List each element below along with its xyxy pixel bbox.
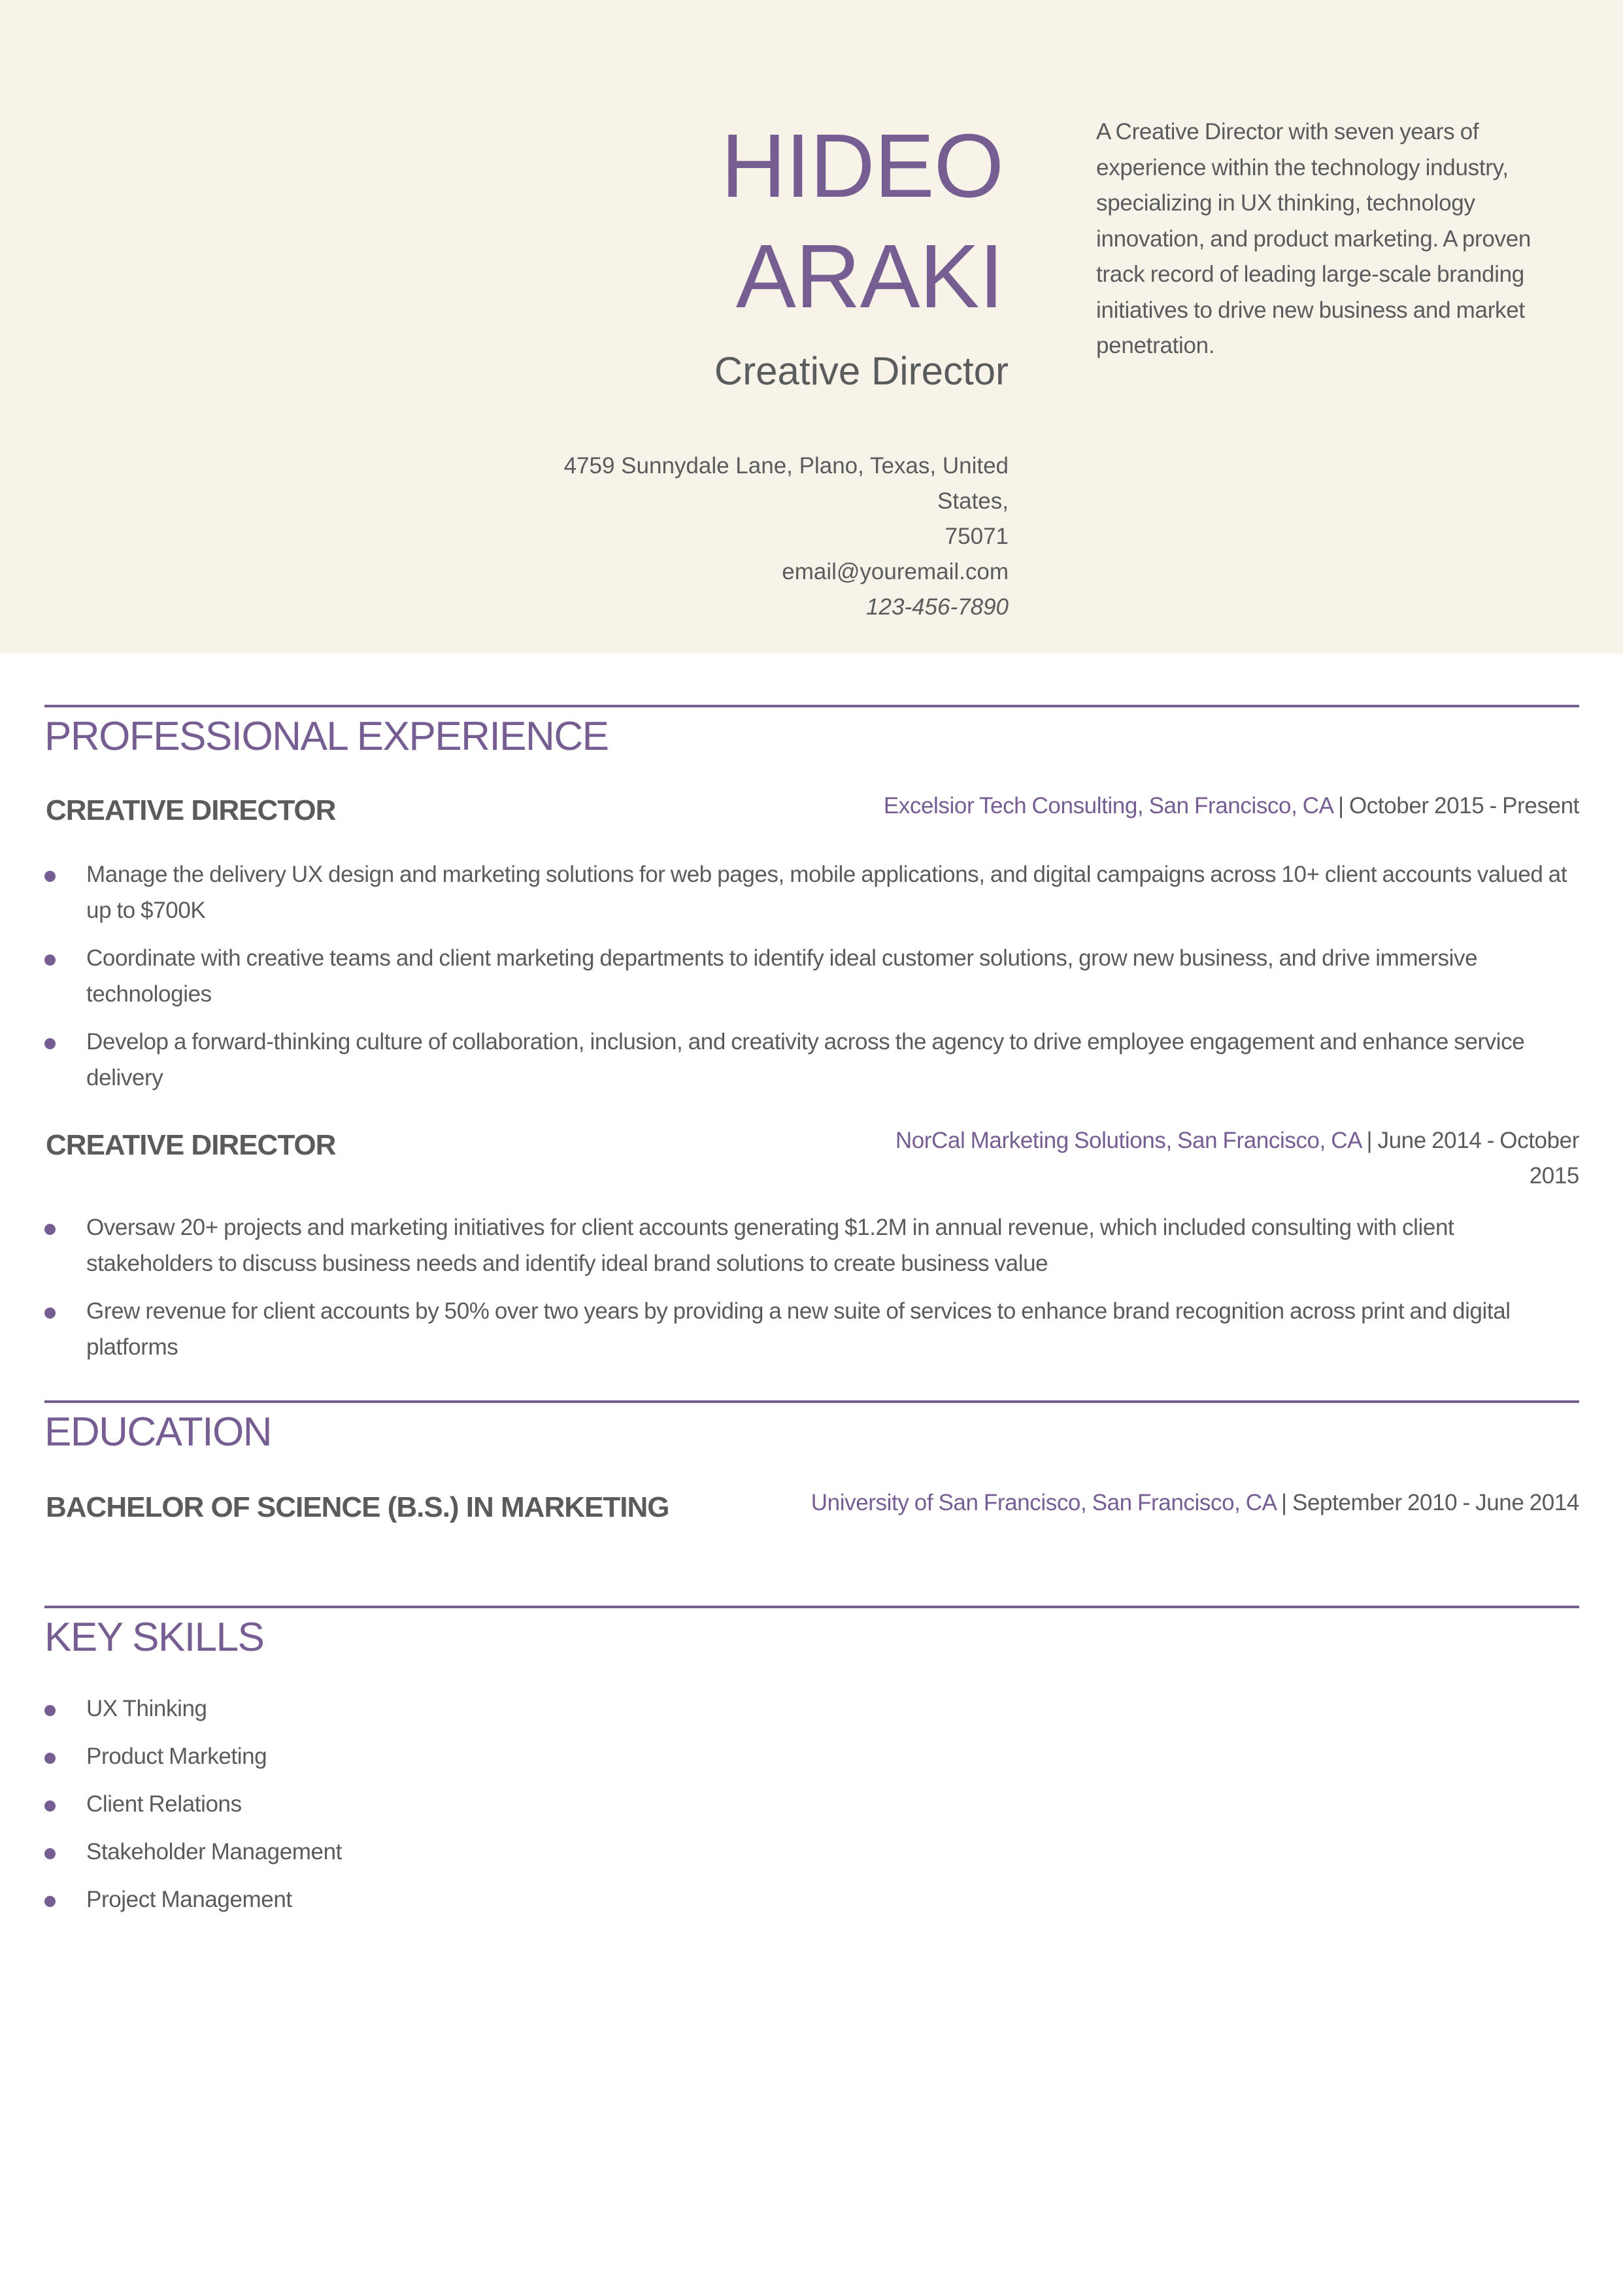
skill-item: [44, 1691, 1567, 1727]
bullet-dot-icon: [44, 954, 56, 966]
contact-info: [551, 448, 1009, 625]
job-dates: October 2015 - Present: [1348, 793, 1579, 819]
job-organization: NorCal Marketing Solutions, San Francisco, CA: [895, 1128, 1362, 1153]
education-meta: [808, 1485, 1579, 1521]
job-role: CREATIVE DIRECTOR: [46, 1129, 336, 1161]
job-title: Creative Director: [714, 349, 1009, 393]
job-bullets: [44, 856, 1567, 1096]
bullet-text: Coordinate with creative teams and client marketing departments to identify ideal customer solutions, grow new business, and drive immersive technologies: [86, 945, 1478, 1007]
section-title-skills: KEY SKILLS: [44, 1615, 264, 1660]
section-divider: [44, 705, 1579, 707]
job-meta: [795, 788, 1579, 824]
bullet-dot-icon: [44, 1896, 56, 1907]
skill-item: [44, 1786, 1567, 1822]
meta-separator: |: [1332, 793, 1349, 819]
section-divider: [44, 1606, 1579, 1608]
bullet-text: Develop a forward-thinking culture of collaboration, inclusion, and creativity across the agency to drive employee engagement and enhance service delivery: [86, 1029, 1525, 1090]
institution: University of San Francisco, San Francisco, CA: [811, 1490, 1276, 1515]
skill-text: Product Marketing: [86, 1744, 267, 1769]
bullet-dot-icon: [44, 1800, 56, 1812]
address-line-1: 4759 Sunnydale Lane, Plano, Texas, United States,: [563, 453, 1009, 514]
list-item: [44, 1024, 1567, 1096]
job-bullets: [44, 1209, 1567, 1365]
address-line-2: 75071: [945, 524, 1009, 549]
job-role: CREATIVE DIRECTOR: [46, 794, 336, 826]
bullet-dot-icon: [44, 1848, 56, 1859]
job-organization: Excelsior Tech Consulting, San Francisco, CA: [883, 793, 1333, 819]
list-item: [44, 856, 1567, 928]
bullet-dot-icon: [44, 1224, 56, 1235]
meta-separator: |: [1275, 1490, 1293, 1515]
candidate-name: [721, 111, 1003, 332]
bullet-text: Oversaw 20+ projects and marketing initiatives for client accounts generating $1.2M in annual revenue, which included consulting with client stakeholders to discuss business needs and identify ideal brand solutions to create business value: [86, 1215, 1454, 1276]
skills-list: [44, 1691, 1567, 1929]
resume-header: [0, 0, 1623, 654]
bullet-dot-icon: [44, 1705, 56, 1716]
bullet-dot-icon: [44, 1038, 56, 1049]
list-item: [44, 1293, 1567, 1365]
skill-text: Client Relations: [86, 1791, 242, 1817]
skill-item: [44, 1882, 1567, 1917]
skill-item: [44, 1738, 1567, 1774]
section-divider: [44, 1400, 1579, 1403]
list-item: [44, 940, 1567, 1012]
skill-text: Project Management: [86, 1887, 292, 1912]
email-link[interactable]: email@youremail.com: [782, 559, 1009, 584]
bullet-dot-icon: [44, 871, 56, 882]
section-title-education: EDUCATION: [44, 1410, 272, 1455]
list-item: [44, 1209, 1567, 1281]
skill-text: UX Thinking: [86, 1696, 207, 1721]
bullet-text: Grew revenue for client accounts by 50% over two years by providing a new suite of services to enhance brand recognition across print and digital platforms: [86, 1298, 1511, 1360]
education-dates: September 2010 - June 2014: [1292, 1490, 1579, 1515]
job-meta: [841, 1123, 1579, 1194]
first-name: HIDEO: [720, 116, 1003, 216]
job-dates: June 2014 - October 2015: [1377, 1128, 1579, 1189]
bullet-text: Manage the delivery UX design and marketing solutions for web pages, mobile applications, and digital campaigns across 10+ client accounts valued at up to $700K: [86, 862, 1567, 923]
bullet-dot-icon: [44, 1308, 56, 1319]
meta-separator: |: [1361, 1128, 1378, 1153]
section-title-experience: PROFESSIONAL EXPERIENCE: [44, 714, 609, 759]
bullet-dot-icon: [44, 1753, 56, 1764]
last-name: ARAKI: [735, 226, 1003, 327]
degree-title: BACHELOR OF SCIENCE (B.S.) IN MARKETING: [46, 1491, 669, 1523]
profile-summary: A Creative Director with seven years of experience within the technology industry, specializing in UX thinking, technology innovation, and product marketing. A proven track record of leading large-scale branding initiatives to drive new business and market penetration.: [1096, 119, 1531, 358]
phone-number: 123-456-7890: [866, 594, 1009, 620]
skill-text: Stakeholder Management: [86, 1839, 343, 1865]
skill-item: [44, 1834, 1567, 1870]
